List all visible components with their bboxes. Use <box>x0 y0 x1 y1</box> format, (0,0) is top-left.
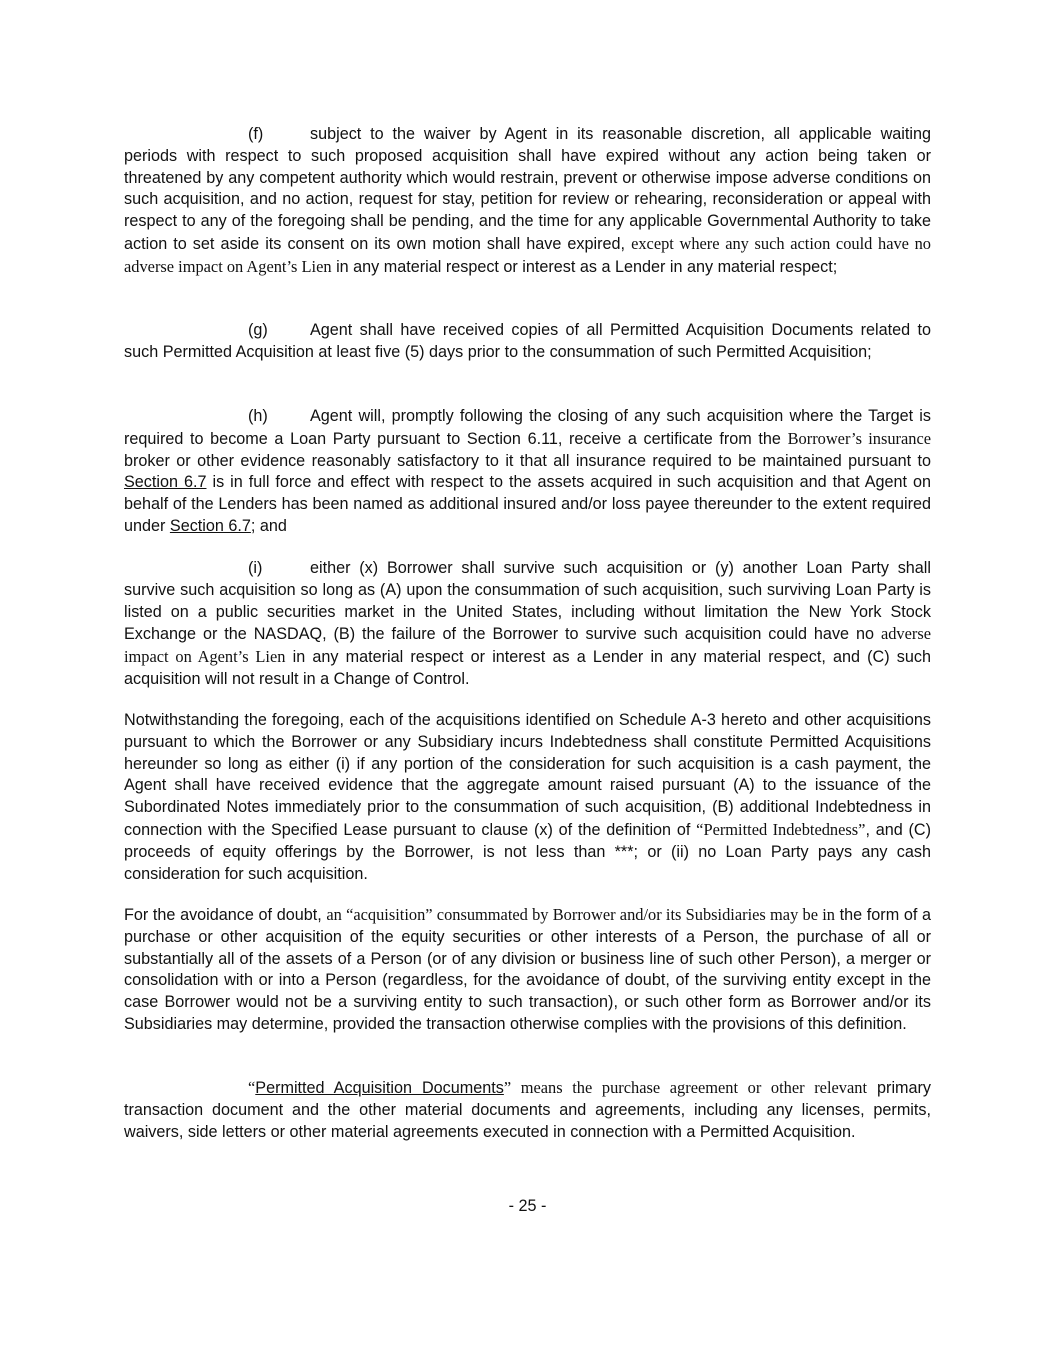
paragraph-f-serif-text: except where any such action could have no adverse impact on Agent’s Lien <box>124 233 931 276</box>
paragraph-i-serif-text: adverse impact on Agent’s Lien <box>124 624 932 667</box>
paragraph-i-label: (i) <box>248 559 263 577</box>
section-6-7-link-2[interactable]: Section 6.7 <box>169 516 251 535</box>
paragraph-h-text: Agent will, promptly following the closing of any such acquisition where the Target is required to become a Loan Party pursuant to Section 6.11, receive a certificate from the <box>124 407 931 448</box>
defined-term: Permitted Acquisition Documents <box>255 1079 504 1097</box>
paragraph-h-text-2: broker or other evidence reasonably satisfactory to it that all insurance required to be maintained pursuant to <box>124 451 931 470</box>
paragraph-g-text: Agent shall have received copies of all Permitted Acquisition Documents related to such Permitted Acquisition at least five (5) days prior to the consummation of such Permitted Acquisition; <box>124 321 931 361</box>
paragraph-h-serif-text: Borrower’s insurance <box>787 428 932 448</box>
notwithstanding-text-end: , and (C) proceeds of equity offerings by the Borrower, is not less than ***; or (ii) no Loan Party pays any cash consideration for such acquisition. <box>124 820 932 883</box>
paragraph-f-text-end: in any material respect or interest as a Lender in any material respect; <box>336 257 838 276</box>
paragraph-i-text-end: in any material respect or interest as a Lender in any material respect, and (C) such acquisition will not result in a Change of Control. <box>124 648 931 688</box>
page-number: - 25 - <box>508 1197 547 1215</box>
paragraph-h-text-4: ; and <box>250 516 287 535</box>
definition-text: primary transaction document and the other material documents and agreements, including any licenses, permits, waivers, side letters or other material agreements executed in connection with a Permitted Acquisition. <box>124 1079 932 1141</box>
paragraph-avoidance <box>124 904 931 1036</box>
definition-serif-text: ” means the purchase agreement or other relevant <box>503 1078 868 1097</box>
paragraph-i-text: either (x) Borrower shall survive such acquisition or (y) another Loan Party shall survive such acquisition so long as (A) upon the consummation of such acquisition, such surviving Loan Party is listed on a public securities market in the United States, including without limitation the New York Stock Exchange or the NASDAQ, (B) the failure of the Borrower to survive such acquisition could have no <box>124 559 931 644</box>
paragraph-h-text-3: is in full force and effect with respect to the assets acquired in such acquisition and that Agent on behalf of the Lenders has been named as additional insured and/or loss payee thereunder to the extent required under <box>124 473 931 535</box>
section-6-7-link[interactable]: Section 6.7 <box>124 473 207 492</box>
notwithstanding-text: Notwithstanding the foregoing, each of the acquisitions identified on Schedule A-3 hereto and other acquisitions pursuant to which the Borrower or any Subsidiary incurs Indebtedness shall constitute Permitted Acquisitions hereunder so long as either (i) if any portion of the consideration for such acquisition is a cash payment, the Agent shall have received evidence that the aggregate amount raised pursuant (A) to the issuance of the Subordinated Notes immediately prior to the consummation of such acquisition, (B) additional Indebtedness in connection with the Specified Lease pursuant to clause (x) of the definition of <box>124 711 931 839</box>
paragraph-i <box>124 558 931 691</box>
paragraph-f <box>124 124 931 279</box>
paragraph-h <box>124 406 931 538</box>
definition-open-quote: “ <box>248 1078 256 1097</box>
notwithstanding-serif-text: “Permitted Indebtedness” <box>696 819 866 839</box>
paragraph-f-label: (f) <box>248 125 264 143</box>
avoidance-text: For the avoidance of doubt, <box>124 906 322 924</box>
paragraph-g <box>124 320 931 364</box>
avoidance-text-end: the form of a purchase or other acquisition of the equity securities or other interests of a Person, the purchase of all or substantially all of the assets of a Person (or of any division or business line of such other Person), a merger or consolidation with or into a Person (regardless, for the avoidance of doubt, of the surviving entity except in the case Borrower would not be a surviving entity to such transaction), or such other form as Borrower and/or its Subsidiaries may determine, provided the transaction otherwise complies with the provisions of this definition. <box>124 906 931 1033</box>
paragraph-h-label: (h) <box>248 407 268 425</box>
avoidance-serif-text: an “acquisition” consummated by Borrower and/or its Subsidiaries may be in <box>326 905 835 924</box>
paragraph-g-label: (g) <box>248 321 268 339</box>
paragraph-f-text: subject to the waiver by Agent in its reasonable discretion, all applicable waiting periods with respect to such proposed acquisition shall have expired without any action being taken or threatened by any competent authority which would restrain, prevent or otherwise impose adverse conditions on such acquisition, and no action, request for stay, petition for review or rehearing, reconsideration or appeal with respect to any of the foregoing shall be pending, and the time for any applicable Governmental Authority to take action to set aside its consent on its own motion shall have expired, <box>124 125 931 253</box>
paragraph-notwithstanding <box>124 710 931 885</box>
paragraph-definition <box>124 1077 931 1143</box>
